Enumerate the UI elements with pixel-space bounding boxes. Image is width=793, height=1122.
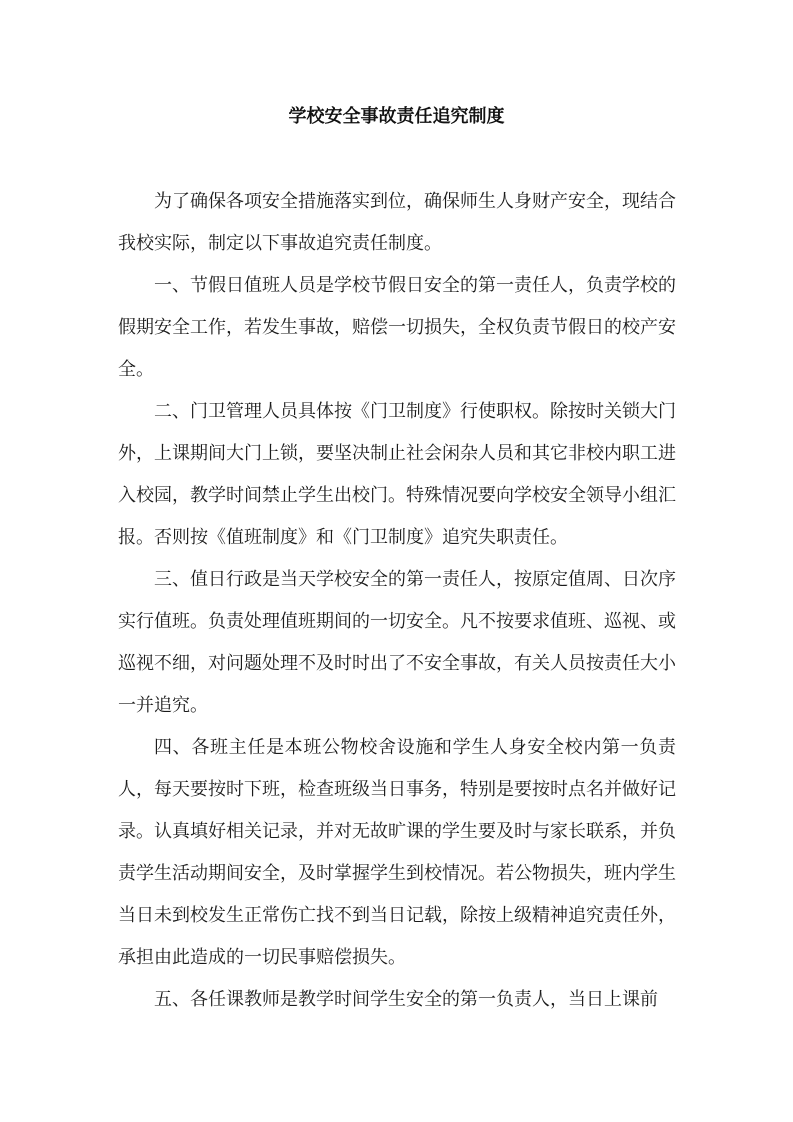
paragraph-item-1: 一、节假日值班人员是学校节假日安全的第一责任人，负责学校的假期安全工作，若发生事故，赔偿一切损失，全权负责节假日的校产安全。	[118, 275, 676, 380]
paragraph-item-4: 四、各班主任是本班公物校舍设施和学生人身安全校内第一负责人，每天要按时下班，检查班级当日事务，特别是要按时点名并做好记录。认真填好相关记录，并对无故旷课的学生要及时与家长联系，并负责学生活动期间安全，及时掌握学生到校情况。若公物损失，班内学生当日未到校发生正常伤亡找不到当日记载，除按上级精神追究责任外，承担由此造成的一切民事赔偿损失。	[118, 737, 676, 968]
paragraph-item-3: 三、值日行政是当天学校安全的第一责任人，按原定值周、日次序实行值班。负责处理值班期间的一切安全。凡不按要求值班、巡视、或巡视不细，对问题处理不及时时出了不安全事故，有关人员按责任大小一并追究。	[118, 569, 676, 716]
document-title: 学校安全事故责任追究制度	[288, 106, 505, 127]
paragraph-intro: 为了确保各项安全措施落实到位，确保师生人身财产安全，现结合我校实际，制定以下事故追究责任制度。	[118, 191, 676, 254]
document-body	[118, 181, 676, 1021]
paragraph-item-5: 五、各任课教师是教学时间学生安全的第一负责人，当日上课前	[154, 989, 658, 1010]
paragraph-item-2: 二、门卫管理人员具体按《门卫制度》行使职权。除按时关锁大门外，上课期间大门上锁，要坚决制止社会闲杂人员和其它非校内职工进入校园，教学时间禁止学生出校门。特殊情况要向学校安全领导小组汇报。否则按《值班制度》和《门卫制度》追究失职责任。	[118, 401, 676, 548]
